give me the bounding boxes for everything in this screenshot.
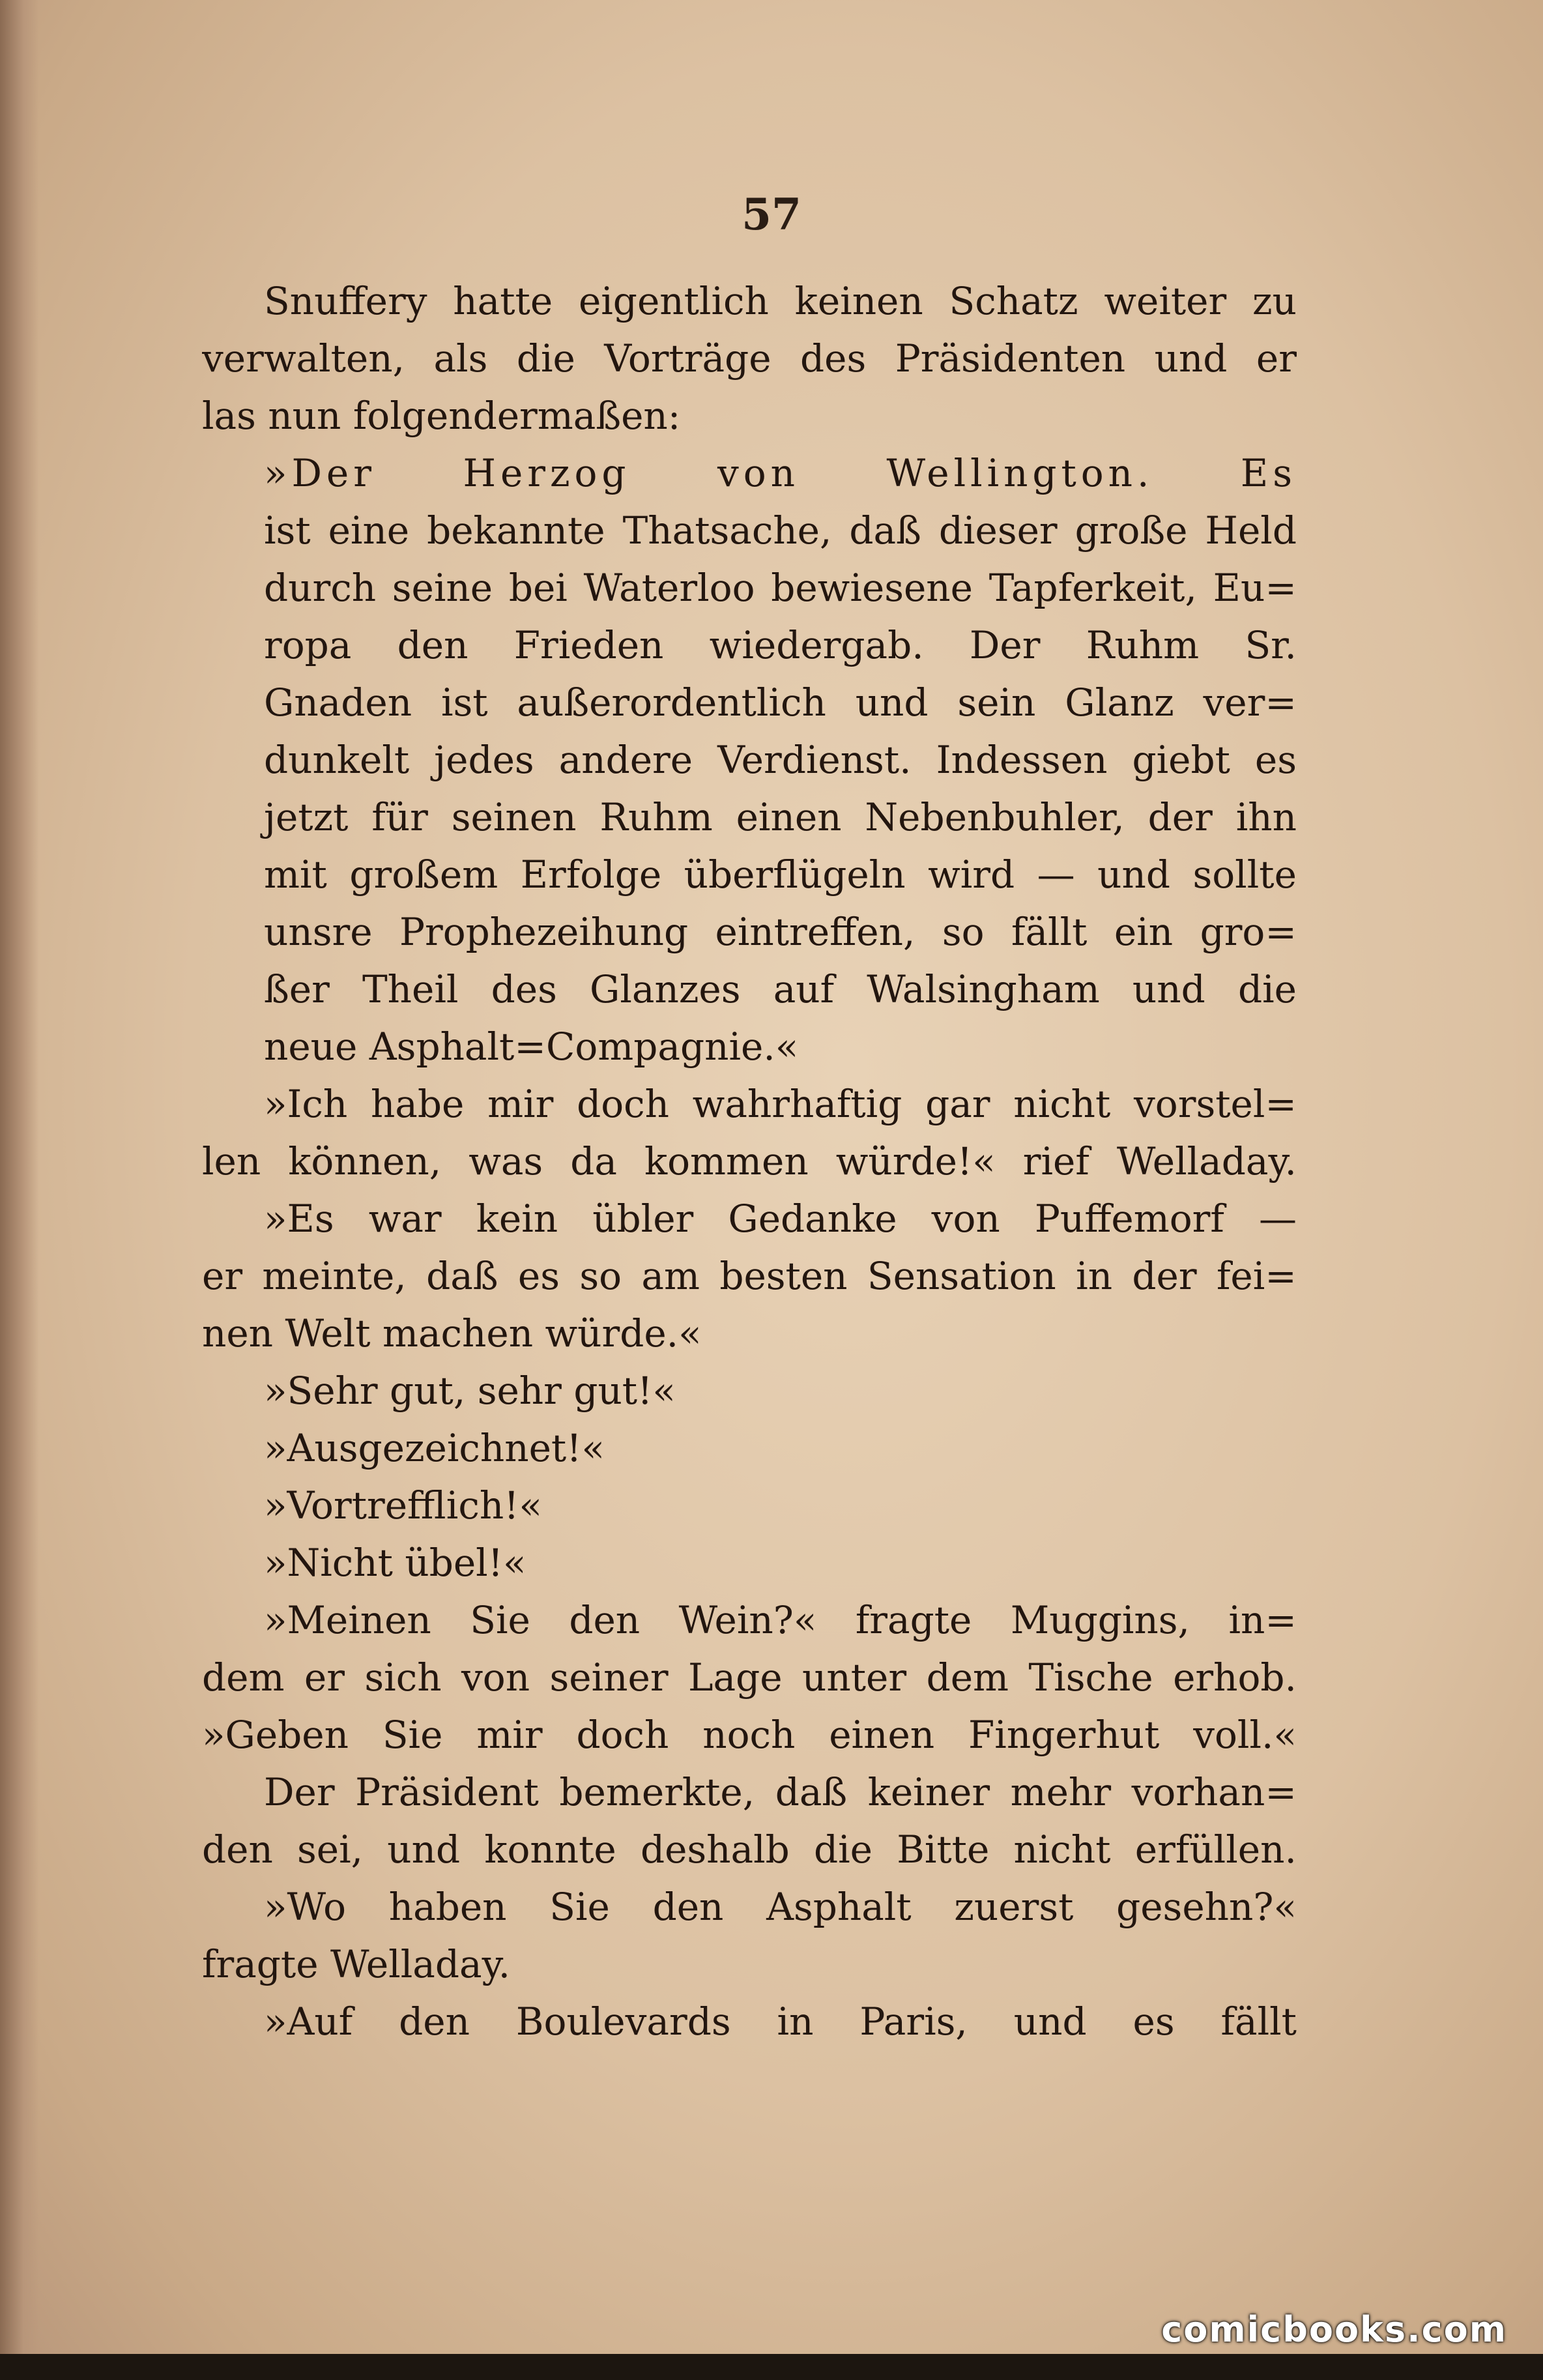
text-word: seine [392, 566, 493, 610]
text-word: Welladay. [1116, 1139, 1297, 1183]
text-word: fragte [855, 1598, 972, 1642]
text-word: der [1132, 1254, 1197, 1298]
text-word: da [570, 1139, 617, 1183]
text-word: des [800, 336, 867, 381]
text-word: »Auf [264, 1999, 353, 2044]
text-word: Vorträge [604, 336, 772, 381]
text-line [202, 1419, 1297, 1477]
text-word: sein [957, 680, 1036, 725]
text-word: ihn [1235, 795, 1297, 839]
text-word: voll.« [1193, 1713, 1297, 1757]
text-word: die [516, 336, 575, 381]
text-word: verwalten, [202, 336, 405, 381]
text-word: meinte, [262, 1254, 407, 1298]
text-line [202, 961, 1297, 1018]
text-word: Nebenbuhler, [865, 795, 1125, 839]
text-word: mehr [1010, 1770, 1112, 1814]
text-word: den [569, 1598, 641, 1642]
text-line [202, 903, 1297, 961]
text-line [202, 1763, 1297, 1821]
text-word: habe [370, 1082, 465, 1126]
text-word: nicht [1013, 1827, 1111, 1872]
text-line [202, 1305, 1297, 1362]
text-word: »Es [264, 1197, 334, 1241]
text-word: Walsingham [867, 967, 1100, 1011]
page-bottom-edge [0, 2354, 1543, 2380]
text-word: »Geben [202, 1713, 349, 1757]
text-word: war [368, 1197, 442, 1241]
text-word: Puffemorf [1034, 1197, 1224, 1241]
text-line [202, 1649, 1297, 1706]
text-line [202, 731, 1297, 789]
text-word: haben [388, 1885, 507, 1929]
page-binding-edge [0, 0, 39, 2380]
text-line [202, 272, 1297, 330]
text-word: Glanz [1065, 680, 1174, 725]
text-word: und [1013, 1999, 1087, 2044]
text-word: kommen [644, 1139, 809, 1183]
text-word: eintreffen, [715, 910, 916, 954]
text-word: Herzog [463, 451, 631, 495]
text-word: bekannte [427, 508, 605, 553]
text-word: Muggins, [1010, 1598, 1190, 1642]
text-word: vorstel= [1134, 1082, 1297, 1126]
text-word: er [202, 1254, 243, 1298]
text-line [202, 1534, 1297, 1591]
text-word: in= [1228, 1598, 1297, 1642]
text-word: den [399, 1999, 470, 2044]
text-word: vorhan= [1131, 1770, 1297, 1814]
text-word: »Meinen [264, 1598, 431, 1642]
text-word: können, [288, 1139, 442, 1183]
text-word: Fingerhut [968, 1713, 1160, 1757]
text-word: Snuffery [264, 279, 427, 323]
text-word: eigentlich [578, 279, 769, 323]
text-line [202, 1477, 1297, 1534]
text-word: Thatsache, [622, 508, 832, 553]
text-word: — [1258, 1197, 1297, 1241]
text-word: Frieden [513, 623, 664, 667]
text-line [202, 330, 1297, 387]
text-word: besten [719, 1254, 848, 1298]
text-word: und [1097, 852, 1170, 897]
text-word: was [469, 1139, 543, 1183]
text-word: Indessen [936, 738, 1108, 782]
text-word: unsre [264, 910, 373, 954]
text-word: dieser [938, 508, 1058, 553]
text-word: einen [736, 795, 842, 839]
text-line [202, 1075, 1297, 1133]
text-word: einen [829, 1713, 935, 1757]
text-word: übler [592, 1197, 694, 1241]
text-word: Sie [549, 1885, 610, 1929]
text-word: Sie [470, 1598, 530, 1642]
text-word: ein [1114, 910, 1174, 954]
text-word: bewiesene [771, 566, 973, 610]
text-word: und [387, 1827, 461, 1872]
text-word: eine [328, 508, 410, 553]
text-word: sei, [297, 1827, 364, 1872]
text-word: Asphalt [766, 1885, 912, 1929]
text-word: Sr. [1245, 623, 1297, 667]
text-word: doch [577, 1082, 669, 1126]
text-word: »Ich [264, 1082, 348, 1126]
text-word: durch [264, 566, 377, 610]
text-word: er [1256, 336, 1297, 381]
text-word: Paris, [859, 1999, 968, 2044]
text-word: seiner [549, 1655, 669, 1700]
text-line [202, 1993, 1297, 2050]
text-word: doch [576, 1713, 669, 1757]
text-word: noch [702, 1713, 796, 1757]
text-word: es [1254, 738, 1297, 782]
text-word: Theil [362, 967, 459, 1011]
text-word: jedes [434, 738, 534, 782]
text-word: wiedergab. [709, 623, 924, 667]
text-word: len [202, 1139, 261, 1183]
text-line-content: neue Asphalt=Compagnie.« [264, 1024, 799, 1069]
text-line-content: »Ausgezeichnet!« [264, 1426, 605, 1470]
text-word: Erfolge [520, 852, 662, 897]
text-word: seinen [451, 795, 577, 839]
text-word: sollte [1192, 852, 1297, 897]
text-word: Boulevards [515, 1999, 731, 2044]
text-word: »Der [264, 451, 376, 495]
text-word: zu [1252, 279, 1297, 323]
text-word: so [579, 1254, 622, 1298]
text-word: es [517, 1254, 560, 1298]
text-word: Tapferkeit, [988, 566, 1197, 610]
text-word: andere [558, 738, 693, 782]
text-word: Bitte [897, 1827, 990, 1872]
text-word: Präsidenten [895, 336, 1126, 381]
watermark: comicbooks.com [1161, 2309, 1507, 2350]
text-word: daß [426, 1254, 498, 1298]
text-word: fei= [1216, 1254, 1297, 1298]
text-word: keiner [867, 1770, 990, 1814]
text-word: fällt [1011, 910, 1088, 954]
text-line [202, 1247, 1297, 1305]
text-word: konnte [484, 1827, 616, 1872]
text-word: Lage [688, 1655, 783, 1700]
text-word: mit [264, 852, 327, 897]
text-word: gar [925, 1082, 990, 1126]
text-line-content: »Vortrefflich!« [264, 1483, 542, 1528]
text-word: deshalb [640, 1827, 790, 1872]
text-word: des [491, 967, 557, 1011]
text-word: die [1237, 967, 1297, 1011]
text-word: ropa [264, 623, 352, 667]
text-line [202, 1133, 1297, 1190]
text-line-content: las nun folgendermaßen: [202, 394, 681, 438]
text-line [202, 617, 1297, 674]
text-line [202, 387, 1297, 444]
text-word: er [304, 1655, 345, 1700]
text-word: Waterloo [583, 566, 755, 610]
text-word: es [1132, 1999, 1175, 2044]
text-line [202, 1190, 1297, 1247]
text-word: Ruhm [599, 795, 713, 839]
text-word: und [1132, 967, 1205, 1011]
text-line [202, 1936, 1297, 1993]
text-word: Eu= [1213, 566, 1297, 610]
text-word: mir [476, 1713, 543, 1757]
text-line-content: »Nicht übel!« [264, 1541, 526, 1585]
text-word: rief [1022, 1139, 1089, 1183]
text-word: von [931, 1197, 1000, 1241]
text-word: wird [928, 852, 1015, 897]
text-line-content: »Sehr gut, sehr gut!« [264, 1369, 676, 1413]
text-word: Wellington. [886, 451, 1154, 495]
text-line [202, 444, 1297, 502]
text-word: die [813, 1827, 872, 1872]
text-word: daß [849, 508, 921, 553]
text-word: Gnaden [264, 680, 412, 725]
text-word: wahrhaftig [692, 1082, 902, 1126]
text-word: große [1074, 508, 1188, 553]
text-word: von [461, 1655, 530, 1700]
text-word: jetzt [264, 795, 349, 839]
text-word: erfüllen. [1134, 1827, 1297, 1872]
text-word: auf [773, 967, 835, 1011]
text-line [202, 1821, 1297, 1878]
text-word: Tische [1028, 1655, 1153, 1700]
text-word: gro= [1200, 910, 1297, 954]
text-word: weiter [1104, 279, 1227, 323]
text-word: überflügeln [684, 852, 906, 897]
text-word: daß [775, 1770, 848, 1814]
text-word: ist [440, 680, 488, 725]
text-word: Der [969, 623, 1041, 667]
text-word: als [433, 336, 488, 381]
text-line [202, 674, 1297, 731]
text-word: dunkelt [264, 738, 410, 782]
text-word: zuerst [954, 1885, 1074, 1929]
text-word: außerordentlich [517, 680, 826, 725]
text-word: mir [487, 1082, 554, 1126]
text-line-content: fragte Welladay. [202, 1942, 511, 1986]
text-word: in [777, 1999, 814, 2044]
text-word: den [397, 623, 469, 667]
page-number: 57 [742, 189, 801, 240]
text-word: gesehn?« [1116, 1885, 1297, 1929]
text-line [202, 559, 1297, 617]
text-word: Held [1205, 508, 1297, 553]
text-word: kein [476, 1197, 558, 1241]
text-word: hatte [453, 279, 553, 323]
text-word: ßer [264, 967, 330, 1011]
text-word: Sensation [867, 1254, 1056, 1298]
text-word: Gedanke [728, 1197, 897, 1241]
text-word: der [1147, 795, 1213, 839]
text-word: bemerkte, [559, 1770, 755, 1814]
text-line [202, 1878, 1297, 1936]
text-word: nicht [1013, 1082, 1111, 1126]
text-word: Ruhm [1086, 623, 1200, 667]
text-word: Präsident [355, 1770, 539, 1814]
text-word: Sie [382, 1713, 443, 1757]
text-word: und [1154, 336, 1228, 381]
text-line [202, 1706, 1297, 1763]
text-word: dem [202, 1655, 285, 1700]
text-word: fällt [1220, 1999, 1297, 2044]
text-word: dem [926, 1655, 1009, 1700]
text-word: für [371, 795, 428, 839]
text-word: Prophezeihung [399, 910, 689, 954]
text-word: ist [264, 508, 311, 553]
text-word: Es [1240, 451, 1297, 495]
text-word: Der [264, 1770, 335, 1814]
text-word: Verdienst. [717, 738, 912, 782]
text-word: großem [349, 852, 498, 897]
text-word: in [1076, 1254, 1113, 1298]
text-line [202, 1591, 1297, 1649]
text-word: unter [802, 1655, 907, 1700]
text-word: sich [364, 1655, 442, 1700]
text-word: Schatz [949, 279, 1078, 323]
text-word: — [1037, 852, 1075, 897]
body-text [202, 272, 1297, 2050]
text-line [202, 1018, 1297, 1075]
text-word: »Wo [264, 1885, 347, 1929]
text-word: den [652, 1885, 724, 1929]
text-line [202, 502, 1297, 559]
text-word: ver= [1203, 680, 1297, 725]
text-word: und [855, 680, 929, 725]
text-line [202, 1362, 1297, 1419]
text-word: erhob. [1173, 1655, 1297, 1700]
text-word: so [942, 910, 985, 954]
text-word: am [641, 1254, 700, 1298]
text-word: bei [508, 566, 568, 610]
text-word: keinen [794, 279, 923, 323]
text-word: von [717, 451, 800, 495]
text-line-content: nen Welt machen würde.« [202, 1311, 702, 1356]
text-word: Glanzes [590, 967, 741, 1011]
text-word: Wein?« [678, 1598, 817, 1642]
text-word: würde!« [835, 1139, 996, 1183]
text-word: den [202, 1827, 273, 1872]
text-word: giebt [1132, 738, 1230, 782]
text-line [202, 846, 1297, 903]
text-line [202, 789, 1297, 846]
